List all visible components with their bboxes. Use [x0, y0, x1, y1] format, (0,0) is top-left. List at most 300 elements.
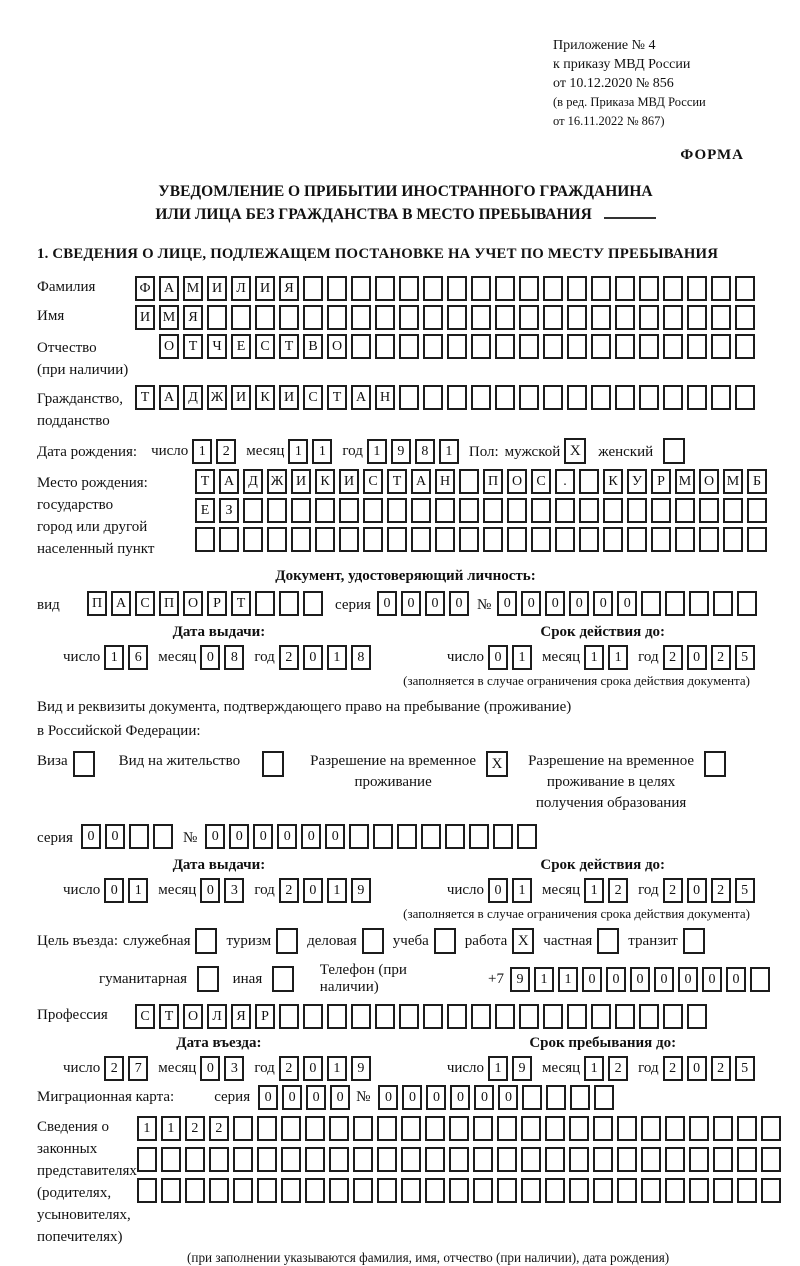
- form-cell[interactable]: [303, 1004, 323, 1029]
- form-cell[interactable]: [495, 305, 515, 330]
- form-cell[interactable]: [129, 824, 149, 849]
- form-cell[interactable]: С: [135, 1004, 155, 1029]
- form-cell[interactable]: [641, 1116, 661, 1141]
- form-cell[interactable]: 0: [306, 1085, 326, 1110]
- form-cell[interactable]: [255, 305, 275, 330]
- form-cell[interactable]: 1: [534, 967, 554, 992]
- form-cell[interactable]: [531, 527, 551, 552]
- form-cell[interactable]: [233, 1178, 253, 1203]
- form-cell[interactable]: [449, 1116, 469, 1141]
- form-cell[interactable]: И: [279, 385, 299, 410]
- form-cell[interactable]: [641, 1178, 661, 1203]
- form-cell[interactable]: 2: [663, 878, 683, 903]
- form-cell[interactable]: А: [351, 385, 371, 410]
- form-cell[interactable]: [267, 527, 287, 552]
- purpose-other-checkbox[interactable]: [272, 966, 294, 992]
- form-cell[interactable]: 2: [279, 878, 299, 903]
- form-cell[interactable]: [375, 276, 395, 301]
- form-cell[interactable]: 0: [521, 591, 541, 616]
- form-cell[interactable]: Я: [183, 305, 203, 330]
- form-cell[interactable]: Ф: [135, 276, 155, 301]
- form-cell[interactable]: [567, 334, 587, 359]
- form-cell[interactable]: [303, 276, 323, 301]
- form-cell[interactable]: 0: [377, 591, 397, 616]
- form-cell[interactable]: О: [183, 591, 203, 616]
- form-cell[interactable]: [209, 1147, 229, 1172]
- form-cell[interactable]: [761, 1178, 781, 1203]
- form-cell[interactable]: [425, 1178, 445, 1203]
- sex-male-checkbox[interactable]: X: [564, 438, 586, 464]
- form-cell[interactable]: Н: [435, 469, 455, 494]
- form-cell[interactable]: [423, 305, 443, 330]
- form-cell[interactable]: Р: [207, 591, 227, 616]
- form-cell[interactable]: [521, 1147, 541, 1172]
- form-cell[interactable]: [569, 1178, 589, 1203]
- form-cell[interactable]: 0: [104, 878, 124, 903]
- form-cell[interactable]: [497, 1116, 517, 1141]
- form-cell[interactable]: 0: [488, 878, 508, 903]
- form-cell[interactable]: 5: [735, 645, 755, 670]
- form-cell[interactable]: [257, 1116, 277, 1141]
- form-cell[interactable]: [375, 305, 395, 330]
- form-cell[interactable]: [411, 527, 431, 552]
- form-cell[interactable]: [519, 276, 539, 301]
- form-cell[interactable]: [327, 276, 347, 301]
- form-cell[interactable]: [397, 824, 417, 849]
- form-cell[interactable]: [521, 1178, 541, 1203]
- form-cell[interactable]: Е: [231, 334, 251, 359]
- form-cell[interactable]: [279, 591, 299, 616]
- form-cell[interactable]: [161, 1178, 181, 1203]
- form-cell[interactable]: З: [219, 498, 239, 523]
- form-cell[interactable]: А: [219, 469, 239, 494]
- residence-permit-checkbox[interactable]: [262, 751, 284, 777]
- form-cell[interactable]: 0: [687, 1056, 707, 1081]
- form-cell[interactable]: [281, 1116, 301, 1141]
- form-cell[interactable]: [471, 334, 491, 359]
- form-cell[interactable]: [543, 385, 563, 410]
- form-cell[interactable]: 0: [378, 1085, 398, 1110]
- form-cell[interactable]: Ж: [207, 385, 227, 410]
- form-cell[interactable]: [351, 1004, 371, 1029]
- form-cell[interactable]: [233, 1147, 253, 1172]
- form-cell[interactable]: [639, 385, 659, 410]
- form-cell[interactable]: [447, 276, 467, 301]
- form-cell[interactable]: [543, 305, 563, 330]
- form-cell[interactable]: [651, 527, 671, 552]
- form-cell[interactable]: [641, 591, 661, 616]
- form-cell[interactable]: 2: [279, 1056, 299, 1081]
- form-cell[interactable]: [665, 1116, 685, 1141]
- form-cell[interactable]: 2: [216, 439, 236, 464]
- form-cell[interactable]: [493, 824, 513, 849]
- form-cell[interactable]: Д: [183, 385, 203, 410]
- form-cell[interactable]: У: [627, 469, 647, 494]
- form-cell[interactable]: [281, 1147, 301, 1172]
- form-cell[interactable]: 0: [617, 591, 637, 616]
- form-cell[interactable]: 5: [735, 878, 755, 903]
- form-cell[interactable]: [522, 1085, 542, 1110]
- form-cell[interactable]: [267, 498, 287, 523]
- form-cell[interactable]: [627, 498, 647, 523]
- form-cell[interactable]: [363, 498, 383, 523]
- form-cell[interactable]: [750, 967, 770, 992]
- form-cell[interactable]: [639, 276, 659, 301]
- form-cell[interactable]: [137, 1147, 157, 1172]
- form-cell[interactable]: 0: [330, 1085, 350, 1110]
- form-cell[interactable]: 0: [449, 591, 469, 616]
- form-cell[interactable]: 0: [569, 591, 589, 616]
- temp-residence-checkbox[interactable]: X: [486, 751, 508, 777]
- purpose-humanitarian-checkbox[interactable]: [197, 966, 219, 992]
- form-cell[interactable]: 1: [512, 878, 532, 903]
- form-cell[interactable]: А: [411, 469, 431, 494]
- form-cell[interactable]: 8: [415, 439, 435, 464]
- form-cell[interactable]: [351, 276, 371, 301]
- form-cell[interactable]: О: [159, 334, 179, 359]
- form-cell[interactable]: [603, 498, 623, 523]
- form-cell[interactable]: 0: [402, 1085, 422, 1110]
- form-cell[interactable]: Т: [135, 385, 155, 410]
- form-cell[interactable]: [399, 276, 419, 301]
- form-cell[interactable]: [349, 824, 369, 849]
- form-cell[interactable]: [735, 334, 755, 359]
- form-cell[interactable]: О: [699, 469, 719, 494]
- form-cell[interactable]: [603, 527, 623, 552]
- form-cell[interactable]: 2: [711, 645, 731, 670]
- form-cell[interactable]: [305, 1116, 325, 1141]
- form-cell[interactable]: [423, 1004, 443, 1029]
- form-cell[interactable]: 1: [558, 967, 578, 992]
- form-cell[interactable]: [291, 498, 311, 523]
- form-cell[interactable]: 0: [81, 824, 101, 849]
- form-cell[interactable]: С: [363, 469, 383, 494]
- form-cell[interactable]: [579, 469, 599, 494]
- form-cell[interactable]: [689, 591, 709, 616]
- form-cell[interactable]: [483, 527, 503, 552]
- form-cell[interactable]: [495, 1004, 515, 1029]
- form-cell[interactable]: [711, 385, 731, 410]
- form-cell[interactable]: [185, 1178, 205, 1203]
- form-cell[interactable]: 1: [128, 878, 148, 903]
- form-cell[interactable]: 2: [711, 878, 731, 903]
- form-cell[interactable]: [421, 824, 441, 849]
- form-cell[interactable]: [185, 1147, 205, 1172]
- form-cell[interactable]: [339, 498, 359, 523]
- form-cell[interactable]: М: [159, 305, 179, 330]
- form-cell[interactable]: К: [255, 385, 275, 410]
- form-cell[interactable]: 9: [351, 1056, 371, 1081]
- form-cell[interactable]: [593, 1178, 613, 1203]
- form-cell[interactable]: [423, 385, 443, 410]
- form-cell[interactable]: [689, 1147, 709, 1172]
- form-cell[interactable]: [723, 498, 743, 523]
- form-cell[interactable]: [373, 824, 393, 849]
- form-cell[interactable]: 0: [654, 967, 674, 992]
- form-cell[interactable]: [531, 498, 551, 523]
- form-cell[interactable]: [689, 1116, 709, 1141]
- form-cell[interactable]: 1: [584, 645, 604, 670]
- form-cell[interactable]: [699, 498, 719, 523]
- form-cell[interactable]: [687, 305, 707, 330]
- form-cell[interactable]: 0: [105, 824, 125, 849]
- form-cell[interactable]: И: [231, 385, 251, 410]
- form-cell[interactable]: [315, 527, 335, 552]
- purpose-business-checkbox[interactable]: [362, 928, 384, 954]
- form-cell[interactable]: [615, 334, 635, 359]
- form-cell[interactable]: Т: [183, 334, 203, 359]
- form-cell[interactable]: [570, 1085, 590, 1110]
- form-cell[interactable]: [615, 276, 635, 301]
- form-cell[interactable]: [471, 385, 491, 410]
- form-cell[interactable]: Р: [255, 1004, 275, 1029]
- form-cell[interactable]: [737, 1116, 757, 1141]
- form-cell[interactable]: [339, 527, 359, 552]
- form-cell[interactable]: [329, 1178, 349, 1203]
- form-cell[interactable]: 0: [425, 591, 445, 616]
- form-cell[interactable]: [231, 305, 251, 330]
- form-cell[interactable]: 2: [185, 1116, 205, 1141]
- form-cell[interactable]: 8: [224, 645, 244, 670]
- form-cell[interactable]: 1: [327, 878, 347, 903]
- form-cell[interactable]: [459, 498, 479, 523]
- form-cell[interactable]: .: [555, 469, 575, 494]
- form-cell[interactable]: П: [159, 591, 179, 616]
- form-cell[interactable]: Т: [387, 469, 407, 494]
- form-cell[interactable]: [567, 385, 587, 410]
- form-cell[interactable]: [257, 1178, 277, 1203]
- form-cell[interactable]: 2: [663, 645, 683, 670]
- form-cell[interactable]: К: [603, 469, 623, 494]
- form-cell[interactable]: 8: [351, 645, 371, 670]
- form-cell[interactable]: [495, 334, 515, 359]
- form-cell[interactable]: 1: [584, 1056, 604, 1081]
- form-cell[interactable]: Т: [159, 1004, 179, 1029]
- form-cell[interactable]: 9: [391, 439, 411, 464]
- form-cell[interactable]: [735, 276, 755, 301]
- form-cell[interactable]: Т: [195, 469, 215, 494]
- form-cell[interactable]: О: [507, 469, 527, 494]
- form-cell[interactable]: [651, 498, 671, 523]
- form-cell[interactable]: [567, 1004, 587, 1029]
- form-cell[interactable]: 1: [192, 439, 212, 464]
- form-cell[interactable]: [447, 385, 467, 410]
- form-cell[interactable]: [569, 1147, 589, 1172]
- form-cell[interactable]: 0: [726, 967, 746, 992]
- purpose-transit-checkbox[interactable]: [683, 928, 705, 954]
- form-cell[interactable]: [449, 1147, 469, 1172]
- form-cell[interactable]: [153, 824, 173, 849]
- form-cell[interactable]: 2: [104, 1056, 124, 1081]
- form-cell[interactable]: [377, 1147, 397, 1172]
- form-cell[interactable]: [497, 1147, 517, 1172]
- form-cell[interactable]: [507, 498, 527, 523]
- form-cell[interactable]: [305, 1147, 325, 1172]
- form-cell[interactable]: 0: [253, 824, 273, 849]
- form-cell[interactable]: [567, 276, 587, 301]
- form-cell[interactable]: [569, 1116, 589, 1141]
- form-cell[interactable]: 9: [510, 967, 530, 992]
- form-cell[interactable]: [591, 334, 611, 359]
- form-cell[interactable]: Я: [231, 1004, 251, 1029]
- form-cell[interactable]: 0: [582, 967, 602, 992]
- form-cell[interactable]: [447, 334, 467, 359]
- form-cell[interactable]: [353, 1178, 373, 1203]
- form-cell[interactable]: [243, 498, 263, 523]
- form-cell[interactable]: [425, 1147, 445, 1172]
- form-cell[interactable]: [495, 385, 515, 410]
- form-cell[interactable]: [761, 1147, 781, 1172]
- form-cell[interactable]: Н: [375, 385, 395, 410]
- form-cell[interactable]: [315, 498, 335, 523]
- form-cell[interactable]: И: [339, 469, 359, 494]
- form-cell[interactable]: [459, 469, 479, 494]
- form-cell[interactable]: 0: [303, 1056, 323, 1081]
- form-cell[interactable]: 7: [128, 1056, 148, 1081]
- form-cell[interactable]: 2: [663, 1056, 683, 1081]
- form-cell[interactable]: М: [183, 276, 203, 301]
- form-cell[interactable]: [735, 305, 755, 330]
- form-cell[interactable]: Я: [279, 276, 299, 301]
- form-cell[interactable]: [507, 527, 527, 552]
- form-cell[interactable]: 1: [161, 1116, 181, 1141]
- form-cell[interactable]: 0: [401, 591, 421, 616]
- form-cell[interactable]: И: [135, 305, 155, 330]
- form-cell[interactable]: [399, 305, 419, 330]
- form-cell[interactable]: А: [111, 591, 131, 616]
- form-cell[interactable]: Ч: [207, 334, 227, 359]
- form-cell[interactable]: [401, 1116, 421, 1141]
- form-cell[interactable]: [399, 334, 419, 359]
- form-cell[interactable]: [665, 1178, 685, 1203]
- form-cell[interactable]: [423, 334, 443, 359]
- form-cell[interactable]: 0: [593, 591, 613, 616]
- form-cell[interactable]: Ж: [267, 469, 287, 494]
- form-cell[interactable]: [711, 305, 731, 330]
- form-cell[interactable]: 0: [687, 878, 707, 903]
- form-cell[interactable]: Р: [651, 469, 671, 494]
- form-cell[interactable]: В: [303, 334, 323, 359]
- form-cell[interactable]: [639, 305, 659, 330]
- form-cell[interactable]: [401, 1178, 421, 1203]
- form-cell[interactable]: [483, 498, 503, 523]
- purpose-official-checkbox[interactable]: [195, 928, 217, 954]
- purpose-tourism-checkbox[interactable]: [276, 928, 298, 954]
- form-cell[interactable]: [555, 498, 575, 523]
- form-cell[interactable]: 0: [200, 1056, 220, 1081]
- form-cell[interactable]: [711, 276, 731, 301]
- form-cell[interactable]: 0: [205, 824, 225, 849]
- purpose-work-checkbox[interactable]: X: [512, 928, 534, 954]
- form-cell[interactable]: [543, 334, 563, 359]
- form-cell[interactable]: 3: [224, 878, 244, 903]
- form-cell[interactable]: 9: [512, 1056, 532, 1081]
- form-cell[interactable]: 0: [301, 824, 321, 849]
- form-cell[interactable]: [195, 527, 215, 552]
- form-cell[interactable]: Л: [231, 276, 251, 301]
- form-cell[interactable]: [399, 385, 419, 410]
- form-cell[interactable]: 1: [327, 645, 347, 670]
- form-cell[interactable]: П: [87, 591, 107, 616]
- form-cell[interactable]: 1: [608, 645, 628, 670]
- form-cell[interactable]: [375, 334, 395, 359]
- form-cell[interactable]: 0: [678, 967, 698, 992]
- purpose-study-checkbox[interactable]: [434, 928, 456, 954]
- form-cell[interactable]: 0: [277, 824, 297, 849]
- form-cell[interactable]: С: [255, 334, 275, 359]
- form-cell[interactable]: [447, 1004, 467, 1029]
- form-cell[interactable]: [469, 824, 489, 849]
- form-cell[interactable]: [375, 1004, 395, 1029]
- form-cell[interactable]: С: [531, 469, 551, 494]
- form-cell[interactable]: И: [291, 469, 311, 494]
- form-cell[interactable]: [327, 1004, 347, 1029]
- form-cell[interactable]: Т: [279, 334, 299, 359]
- form-cell[interactable]: [473, 1178, 493, 1203]
- form-cell[interactable]: [519, 1004, 539, 1029]
- form-cell[interactable]: [233, 1116, 253, 1141]
- form-cell[interactable]: [519, 385, 539, 410]
- form-cell[interactable]: [219, 527, 239, 552]
- form-cell[interactable]: [663, 385, 683, 410]
- form-cell[interactable]: [615, 1004, 635, 1029]
- form-cell[interactable]: 9: [351, 878, 371, 903]
- form-cell[interactable]: 0: [687, 645, 707, 670]
- form-cell[interactable]: [495, 276, 515, 301]
- form-cell[interactable]: [473, 1116, 493, 1141]
- form-cell[interactable]: [521, 1116, 541, 1141]
- form-cell[interactable]: К: [315, 469, 335, 494]
- form-cell[interactable]: Е: [195, 498, 215, 523]
- form-cell[interactable]: [713, 1116, 733, 1141]
- form-cell[interactable]: [519, 334, 539, 359]
- form-cell[interactable]: [305, 1178, 325, 1203]
- form-cell[interactable]: П: [483, 469, 503, 494]
- form-cell[interactable]: 0: [200, 878, 220, 903]
- form-cell[interactable]: 0: [450, 1085, 470, 1110]
- form-cell[interactable]: [471, 305, 491, 330]
- form-cell[interactable]: 1: [312, 439, 332, 464]
- sex-female-checkbox[interactable]: [663, 438, 685, 464]
- form-cell[interactable]: 1: [488, 1056, 508, 1081]
- form-cell[interactable]: 1: [439, 439, 459, 464]
- form-cell[interactable]: [411, 498, 431, 523]
- form-cell[interactable]: [675, 527, 695, 552]
- form-cell[interactable]: [594, 1085, 614, 1110]
- form-cell[interactable]: [699, 527, 719, 552]
- form-cell[interactable]: [639, 334, 659, 359]
- form-cell[interactable]: 0: [200, 645, 220, 670]
- form-cell[interactable]: [137, 1178, 157, 1203]
- form-cell[interactable]: [543, 1004, 563, 1029]
- form-cell[interactable]: [387, 527, 407, 552]
- form-cell[interactable]: [713, 1178, 733, 1203]
- form-cell[interactable]: [207, 305, 227, 330]
- form-cell[interactable]: [713, 591, 733, 616]
- form-cell[interactable]: [617, 1178, 637, 1203]
- form-cell[interactable]: [579, 527, 599, 552]
- form-cell[interactable]: [425, 1116, 445, 1141]
- form-cell[interactable]: [449, 1178, 469, 1203]
- form-cell[interactable]: О: [327, 334, 347, 359]
- form-cell[interactable]: [747, 498, 767, 523]
- form-cell[interactable]: 0: [545, 591, 565, 616]
- form-cell[interactable]: [579, 498, 599, 523]
- form-cell[interactable]: [689, 1178, 709, 1203]
- form-cell[interactable]: [663, 334, 683, 359]
- form-cell[interactable]: [665, 591, 685, 616]
- form-cell[interactable]: [303, 305, 323, 330]
